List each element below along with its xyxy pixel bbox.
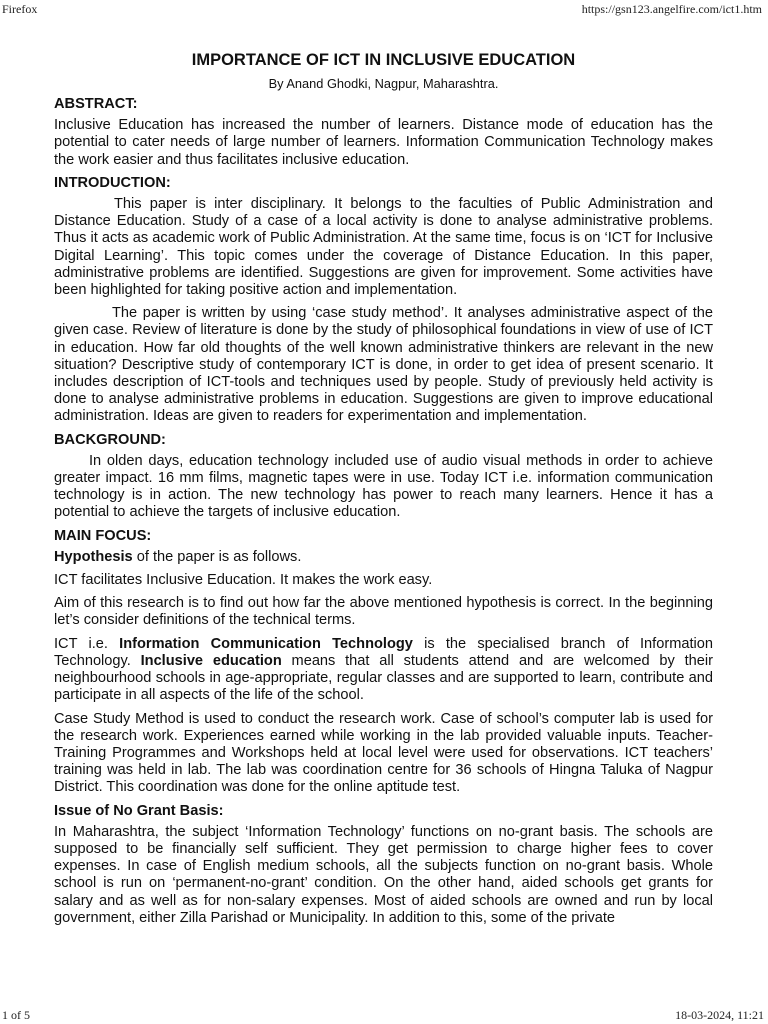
no-grant-heading: Issue of No Grant Basis: [54,802,224,819]
definition-text-1: ICT i.e. [54,635,120,652]
definition-term-inclusive: Inclusive education [140,652,282,669]
hypothesis-label: Hypothesis [54,548,133,565]
article [54,50,713,927]
definition-term-ict: Information Communication Technology [119,635,413,652]
hypothesis-text: of the paper is as follows. [132,548,302,565]
main-focus-heading: MAIN FOCUS: [54,527,152,544]
background-paragraph: In olden days, education technology included use of audio visual methods in order to achieve greater impact. 16 mm films, magnetic tapes were in use. Today ICT i.e. information communication technology is in action. The new technology has power to reach many learners. Hence it has a potential to achieve the targets of inclusive education. [54,452,713,521]
introduction-paragraph-1: This paper is inter disciplinary. It belongs to the faculties of Public Administration and Distance Education. Study of a case of a local activity is done to analyse administrative problems. Thus it acts as academic work of Public Administration. At the same time, focus is on ‘ICT for Inclusive Digital Learning’. This topic comes under the coverage of Distance Education. In this paper, administrative problems are identified. Suggestions are given for improvement. Some activities have been highlighted for taking positive action and implementation. [54,196,713,299]
hypothesis-line [54,549,713,566]
aim-paragraph: Aim of this research is to find out how far the above mentioned hypothesis is correct. In the beginning let’s consider definitions of the technical terms. [54,595,713,629]
page-url[interactable]: https://gsn123.angelfire.com/ict1.htm [581,2,762,16]
definitions-paragraph [54,636,713,705]
page-counter: 1 of 5 [2,1008,30,1022]
browser-name: Firefox [2,2,38,16]
case-study-paragraph: Case Study Method is used to conduct the research work. Case of school’s computer lab is used for the research work. Experiences earned while working in the lab provided valuable inputs. Teacher-Training Programmes and Workshops held at local level were used for observations. ICT teachers’ training was held in lab. The lab was coordination centre for 36 schools of Hingna Taluka of Nagpur District. This coordination was done for the online aptitude test. [54,710,713,796]
background-heading: BACKGROUND: [54,431,166,448]
introduction-paragraph-2: The paper is written by using ‘case study method’. It analyses administrative aspect of the given case. Review of literature is done by the study of philosophical foundations in view of use of ICT in education. How far old thoughts of the well known administrative thinkers are relevant in the new situation? Descriptive study of contemporary ICT is done, in order to get idea of present scenario. It includes description of ICT-tools and techniques used by people. Study of previously held activity is done to analyse administrative problems in education. Suggestions are given to improve educational administration. Ideas are given to readers for experimentation and implementation. [54,305,713,425]
definition-text-2: is the specialised branch of Information Technology. [54,635,713,669]
definition-text-3: means that all students attend and are welcomed by their neighbourhood schools in age-appropriate, regular classes and are supported to learn, contribute and participate in all aspects of the life of the school. [54,652,714,704]
ict-facilitates-line: ICT facilitates Inclusive Education. It makes the work easy. [54,572,433,589]
no-grant-paragraph: In Maharashtra, the subject ‘Information Technology’ functions on no-grant basis. The schools are supposed to be financially self sufficient. They get permission to charge higher fees to cover expenses. In case of English medium schools, all the subjects function on no-grant basis. Whole school is run on ‘permanent-no-grant’ condition. On the other hand, aided schools get grants for salary and as well as for non-salary expenses. Most of aided schools are owned and run by local government, either Zilla Parishad or Municipality. In addition to this, some of the private [54,823,713,926]
article-title: IMPORTANCE OF ICT IN INCLUSIVE EDUCATION [191,51,576,69]
print-datetime: 18-03-2024, 11:21 [675,1008,764,1022]
abstract-paragraph: Inclusive Education has increased the number of learners. Distance mode of education has the potential to cater needs of large number of learners. Information Communication Technology makes the work easier and thus facilitates inclusive education. [54,117,713,168]
introduction-heading: INTRODUCTION: [54,174,171,191]
article-byline: By Anand Ghodki, Nagpur, Maharashtra. [268,76,499,91]
abstract-heading: ABSTRACT: [54,96,138,112]
